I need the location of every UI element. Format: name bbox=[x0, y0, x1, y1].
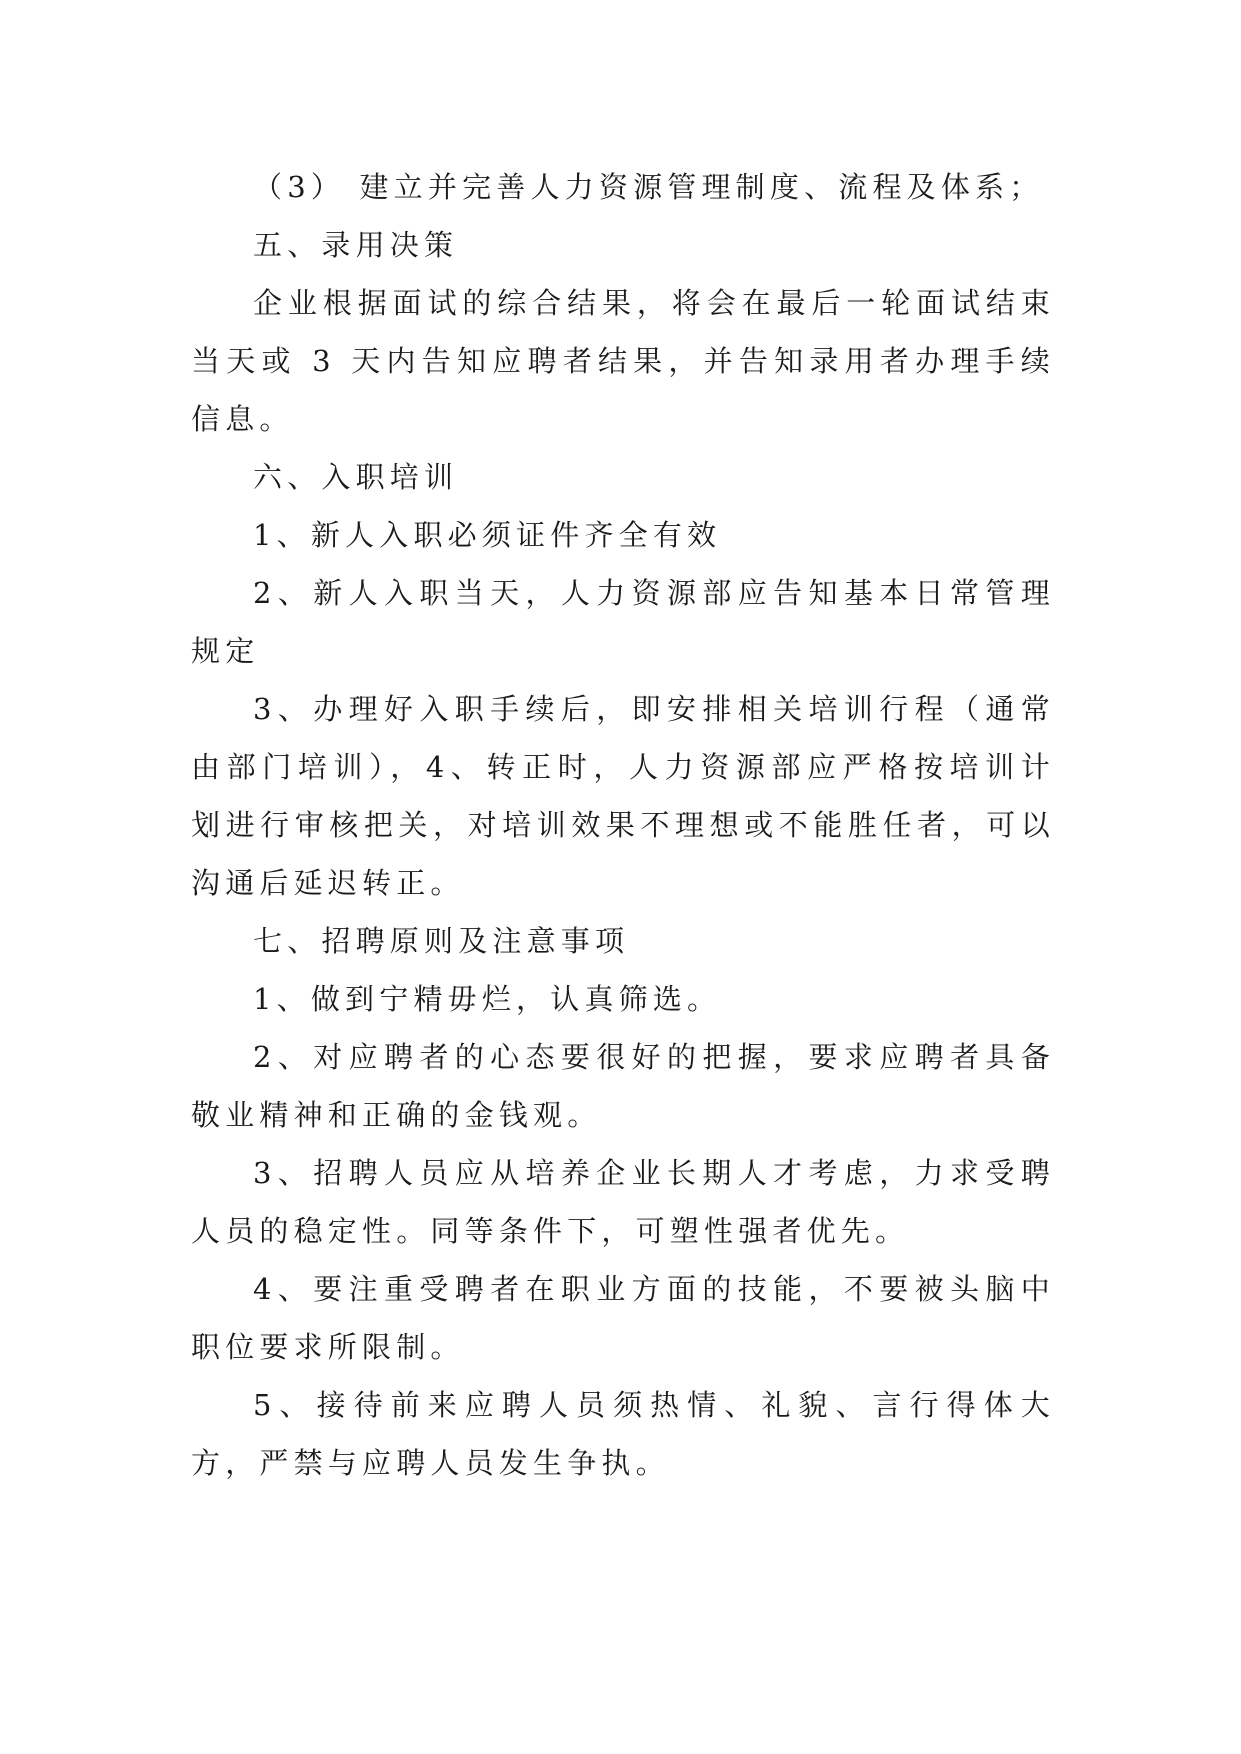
paragraph-principle-5: 5、接待前来应聘人员须热情、礼貌、言行得体大方，严禁与应聘人员发生争执。 bbox=[191, 1388, 1055, 1480]
paragraph-onboarding-3: 3、办理好入职手续后，即安排相关培训行程（通常由部门培训），4、转正时，人力资源部应严格按培训计划进行审核把关，对培训效果不理想或不能胜任者，可以沟通后延迟转正。 bbox=[191, 692, 1055, 900]
section-heading-recruitment-principles: 七、招聘原则及注意事项 bbox=[253, 924, 630, 958]
document-body bbox=[191, 158, 1055, 1492]
paragraph-hiring-decision: 企业根据面试的综合结果，将会在最后一轮面试结束当天或 3 天内告知应聘者结果，并告知录用者办理手续信息。 bbox=[191, 286, 1055, 436]
paragraph-principle-1: 1、做到宁精毋烂，认真筛选。 bbox=[253, 982, 722, 1016]
paragraph-principle-4: 4、要注重受聘者在职业方面的技能，不要被头脑中职位要求所限制。 bbox=[191, 1272, 1055, 1364]
paragraph-principle-2: 2、对应聘者的心态要很好的把握，要求应聘者具备敬业精神和正确的金钱观。 bbox=[191, 1040, 1055, 1132]
paragraph-hr-system: （3） 建立并完善人力资源管理制度、流程及体系； bbox=[253, 170, 1044, 204]
section-heading-hiring-decision: 五、录用决策 bbox=[253, 228, 459, 262]
paragraph-onboarding-1: 1、新人入职必须证件齐全有效 bbox=[253, 518, 722, 552]
paragraph-principle-3: 3、招聘人员应从培养企业长期人才考虑，力求受聘人员的稳定性。同等条件下，可塑性强者优先。 bbox=[191, 1156, 1055, 1248]
paragraph-onboarding-2: 2、新人入职当天，人力资源部应告知基本日常管理规定 bbox=[191, 576, 1055, 668]
section-heading-onboarding-training: 六、入职培训 bbox=[253, 460, 459, 494]
